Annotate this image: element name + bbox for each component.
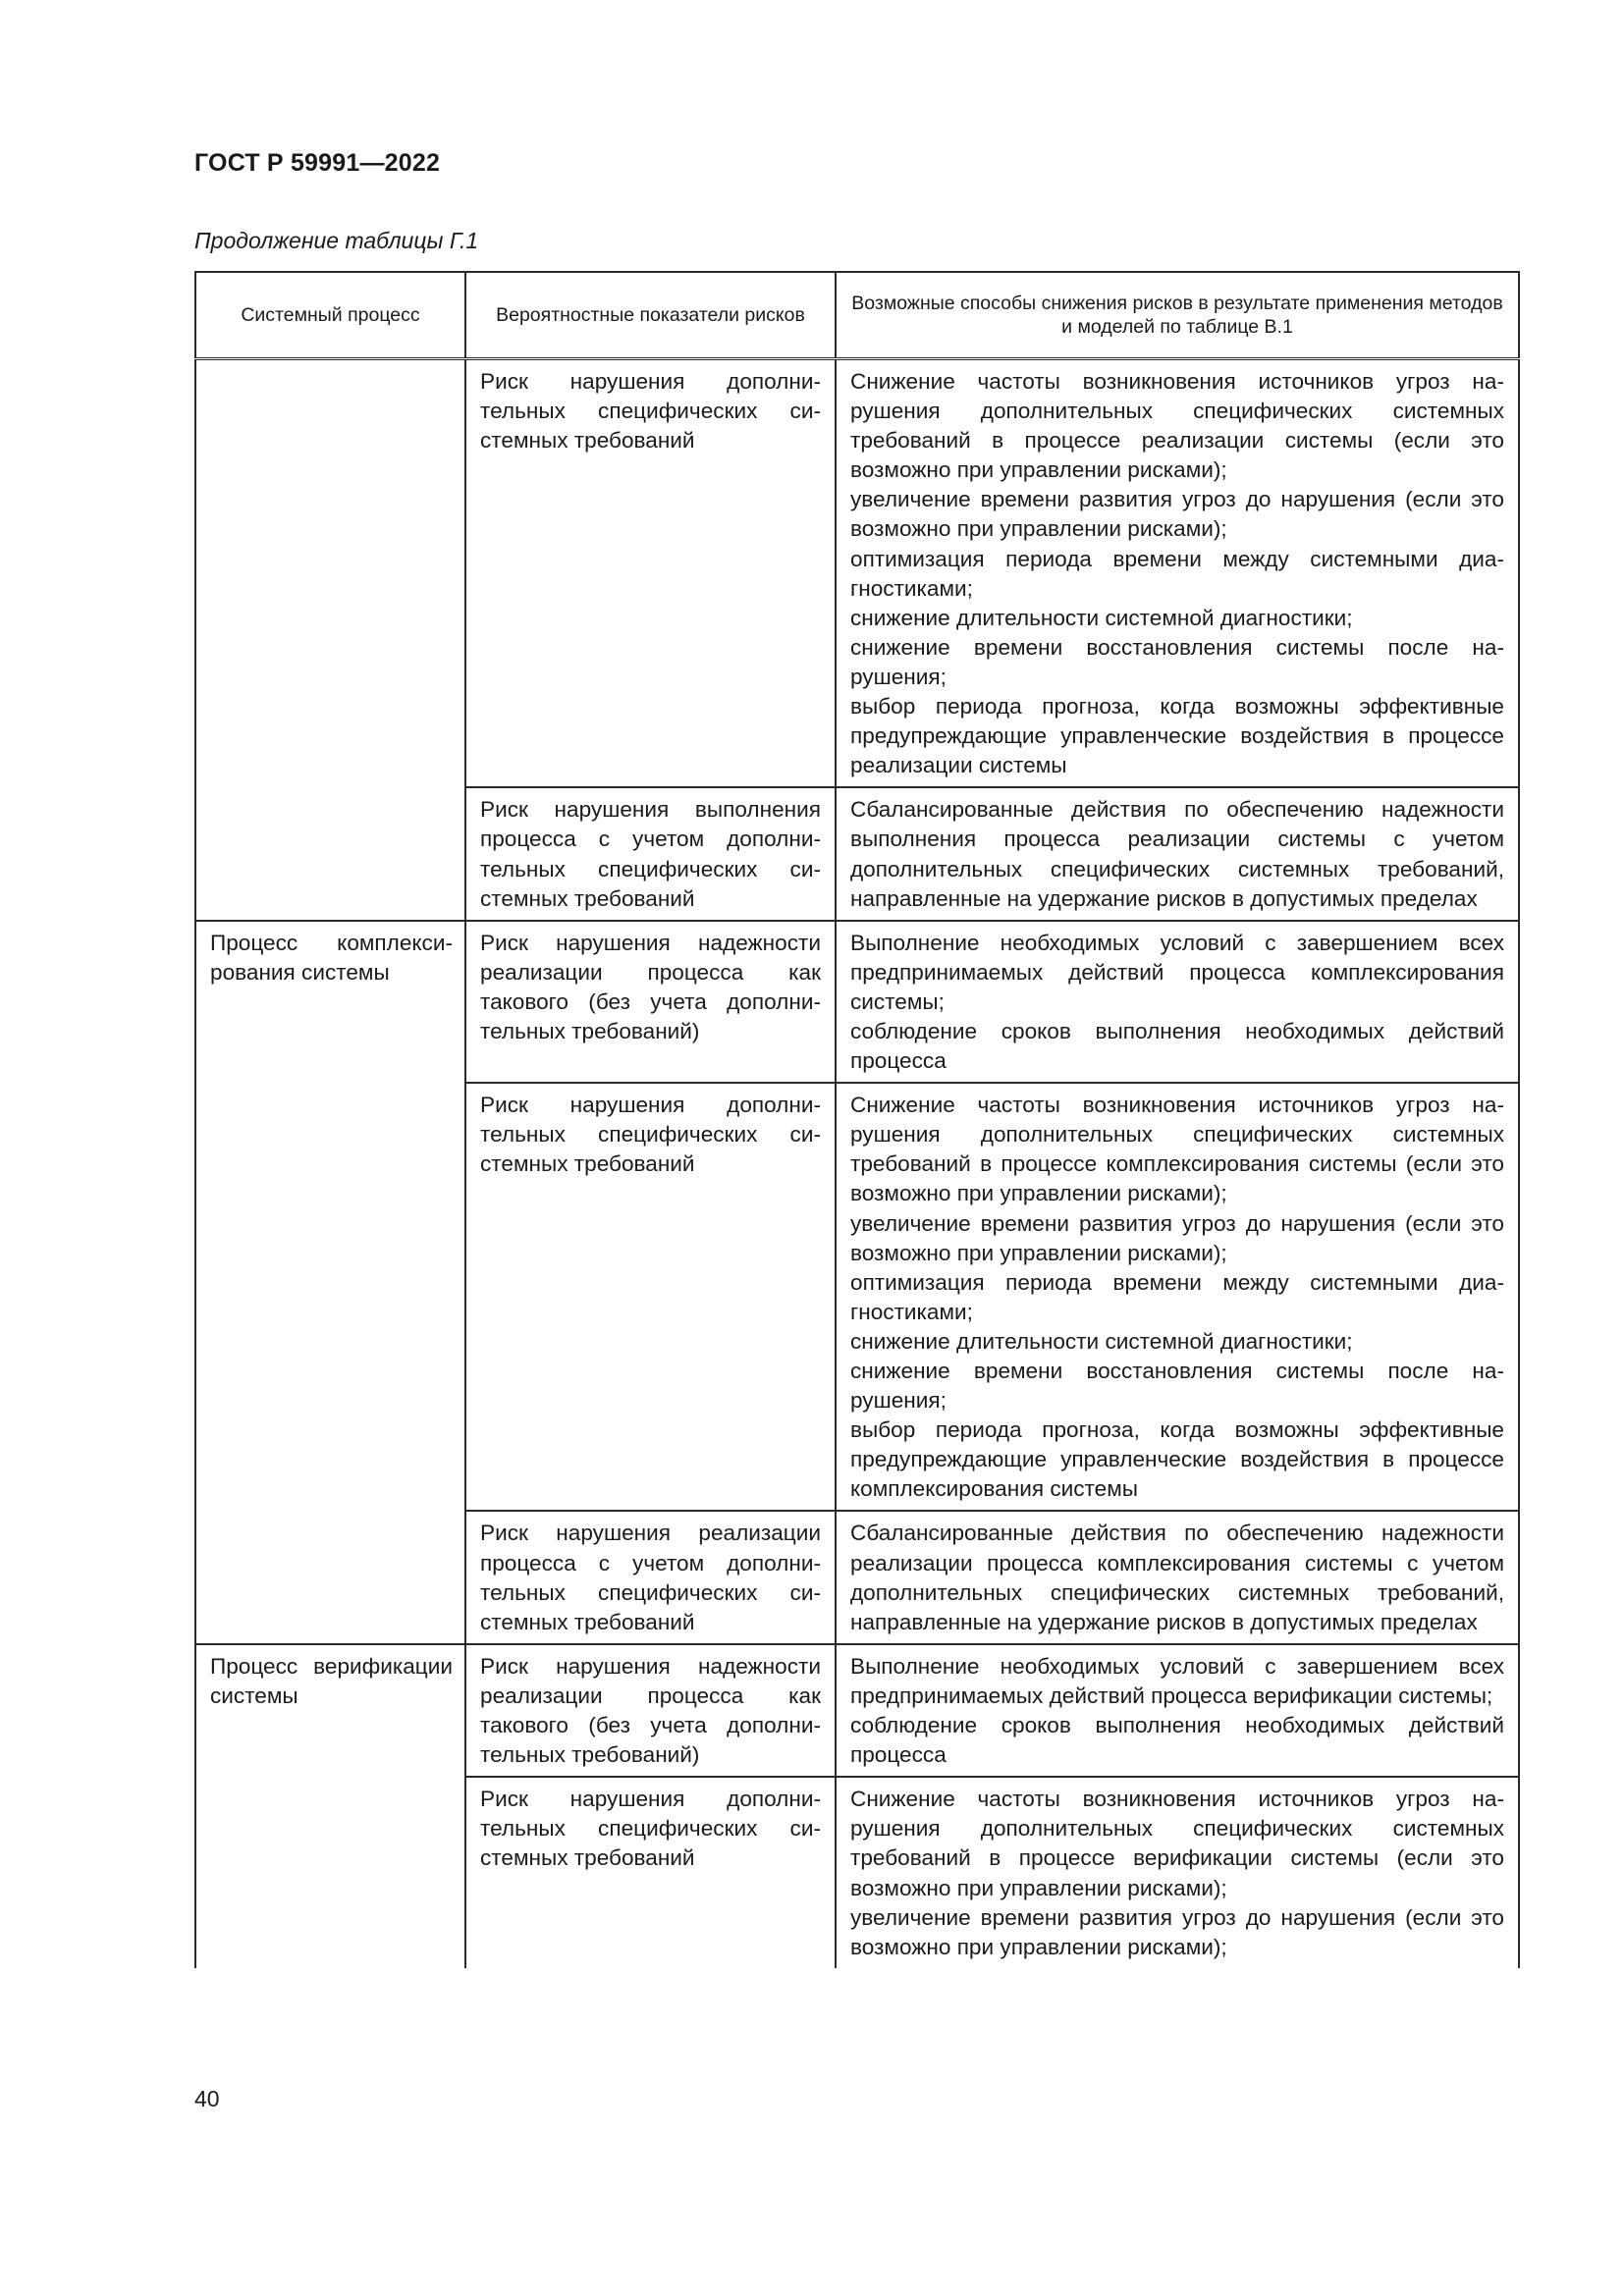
indicator-cell: Риск нарушения реализации процесса с учетом дополнительных специфических системных требований bbox=[465, 1511, 836, 1643]
measure-item: Выполнение необходимых условий с завершением всех предпринимаемых действий процесса комплексирования системы; bbox=[850, 930, 1504, 1014]
measure-item: снижение времени восстановления системы после нарушения; bbox=[850, 634, 1504, 689]
column-header-indicators: Вероятностные показатели рисков bbox=[465, 272, 836, 359]
measure-item: увеличение времени развития угроз до нарушения (если это возможно при управлении рисками); bbox=[850, 1210, 1504, 1265]
table-header-row bbox=[195, 272, 1519, 359]
measure-item: выбор периода прогноза, когда возможны эффективные предупреждающие управленческие воздействия в процессе комплексирования системы bbox=[850, 1417, 1504, 1502]
indicator-cell: Риск нарушения дополнительных специфических системных требований bbox=[465, 1083, 836, 1511]
process-cell bbox=[195, 359, 465, 921]
measure-item: Снижение частоты возникновения источников угроз нарушения дополнительных специфических системных требований в процессе реализации системы (если это возможно при управлении рисками); bbox=[850, 369, 1504, 483]
measure-item: Выполнение необходимых условий с завершением всех предпринимаемых действий процесса верификации системы; bbox=[850, 1653, 1504, 1708]
page-number: 40 bbox=[194, 2086, 220, 2111]
risk-table bbox=[194, 271, 1520, 1968]
measures-cell bbox=[836, 359, 1519, 788]
measure-item: соблюдение сроков выполнения необходимых действий процесса bbox=[850, 1018, 1504, 1074]
measure-item: соблюдение сроков выполнения необходимых действий процесса bbox=[850, 1713, 1504, 1768]
indicator-cell: Риск нарушения дополнительных специфических системных требований bbox=[465, 1777, 836, 1968]
document-code: ГОСТ Р 59991—2022 bbox=[194, 149, 441, 177]
indicator-cell: Риск нарушения дополнительных специфических системных требований bbox=[465, 359, 836, 788]
measure-item: Снижение частоты возникновения источников угроз нарушения дополнительных специфических системных требований в процессе верификации системы (если это возможно при управлении рисками); bbox=[850, 1787, 1504, 1900]
measure-item: увеличение времени развития угроз до нарушения (если это возможно при управлении рисками); bbox=[850, 487, 1504, 542]
measure-item: увеличение времени развития угроз до нарушения (если это возможно при управлении рисками); bbox=[850, 1904, 1504, 1959]
table-row bbox=[195, 1644, 1519, 1777]
measure-item: снижение времени восстановления системы после нарушения; bbox=[850, 1359, 1504, 1414]
table-row bbox=[195, 359, 1519, 788]
measures-cell bbox=[836, 1777, 1519, 1968]
measure-item: оптимизация периода времени между системными диагностиками; bbox=[850, 1269, 1504, 1324]
measures-cell bbox=[836, 1644, 1519, 1777]
column-header-measures: Возможные способы снижения рисков в результате применения методов и моделей по таблице В.1 bbox=[836, 272, 1519, 359]
measure-item: Сбалансированные действия по обеспечению надежности реализации процесса комплексирования системы с учетом дополнительных специфических системных требований, направленные на удержание рисков в допустимых пределах bbox=[850, 1521, 1504, 1634]
measures-cell bbox=[836, 1511, 1519, 1643]
measure-item: Снижение частоты возникновения источников угроз нарушения дополнительных специфических системных требований в процессе комплексирования системы (если это возможно при управлении рисками); bbox=[850, 1093, 1504, 1206]
measure-item: выбор периода прогноза, когда возможны эффективные предупреждающие управленческие воздействия в процессе реализации системы bbox=[850, 694, 1504, 778]
indicator-cell: Риск нарушения выполнения процесса с учетом дополнительных специфических системных требований bbox=[465, 787, 836, 920]
measure-item: снижение длительности системной диагностики; bbox=[850, 605, 1353, 630]
process-cell: Процесс комплексирования системы bbox=[195, 921, 465, 1644]
indicator-cell: Риск нарушения надежности реализации процесса как такового (без учета дополнительных требований) bbox=[465, 921, 836, 1083]
measures-cell bbox=[836, 787, 1519, 920]
measures-cell bbox=[836, 921, 1519, 1083]
column-header-process: Системный процесс bbox=[195, 272, 465, 359]
measure-item: Сбалансированные действия по обеспечению надежности выполнения процесса реализации системы с учетом дополнительных специфических системных требований, направленные на удержание рисков в допустимых пределах bbox=[850, 797, 1504, 911]
table-caption: Продолжение таблицы Г.1 bbox=[194, 228, 479, 253]
measures-cell bbox=[836, 1083, 1519, 1511]
indicator-cell: Риск нарушения надежности реализации процесса как такового (без учета дополнительных требований) bbox=[465, 1644, 836, 1777]
measure-item: оптимизация периода времени между системными диагностиками; bbox=[850, 546, 1504, 601]
table-row bbox=[195, 921, 1519, 1083]
process-cell: Процесс верификации системы bbox=[195, 1644, 465, 1968]
measure-item: снижение длительности системной диагностики; bbox=[850, 1328, 1353, 1354]
